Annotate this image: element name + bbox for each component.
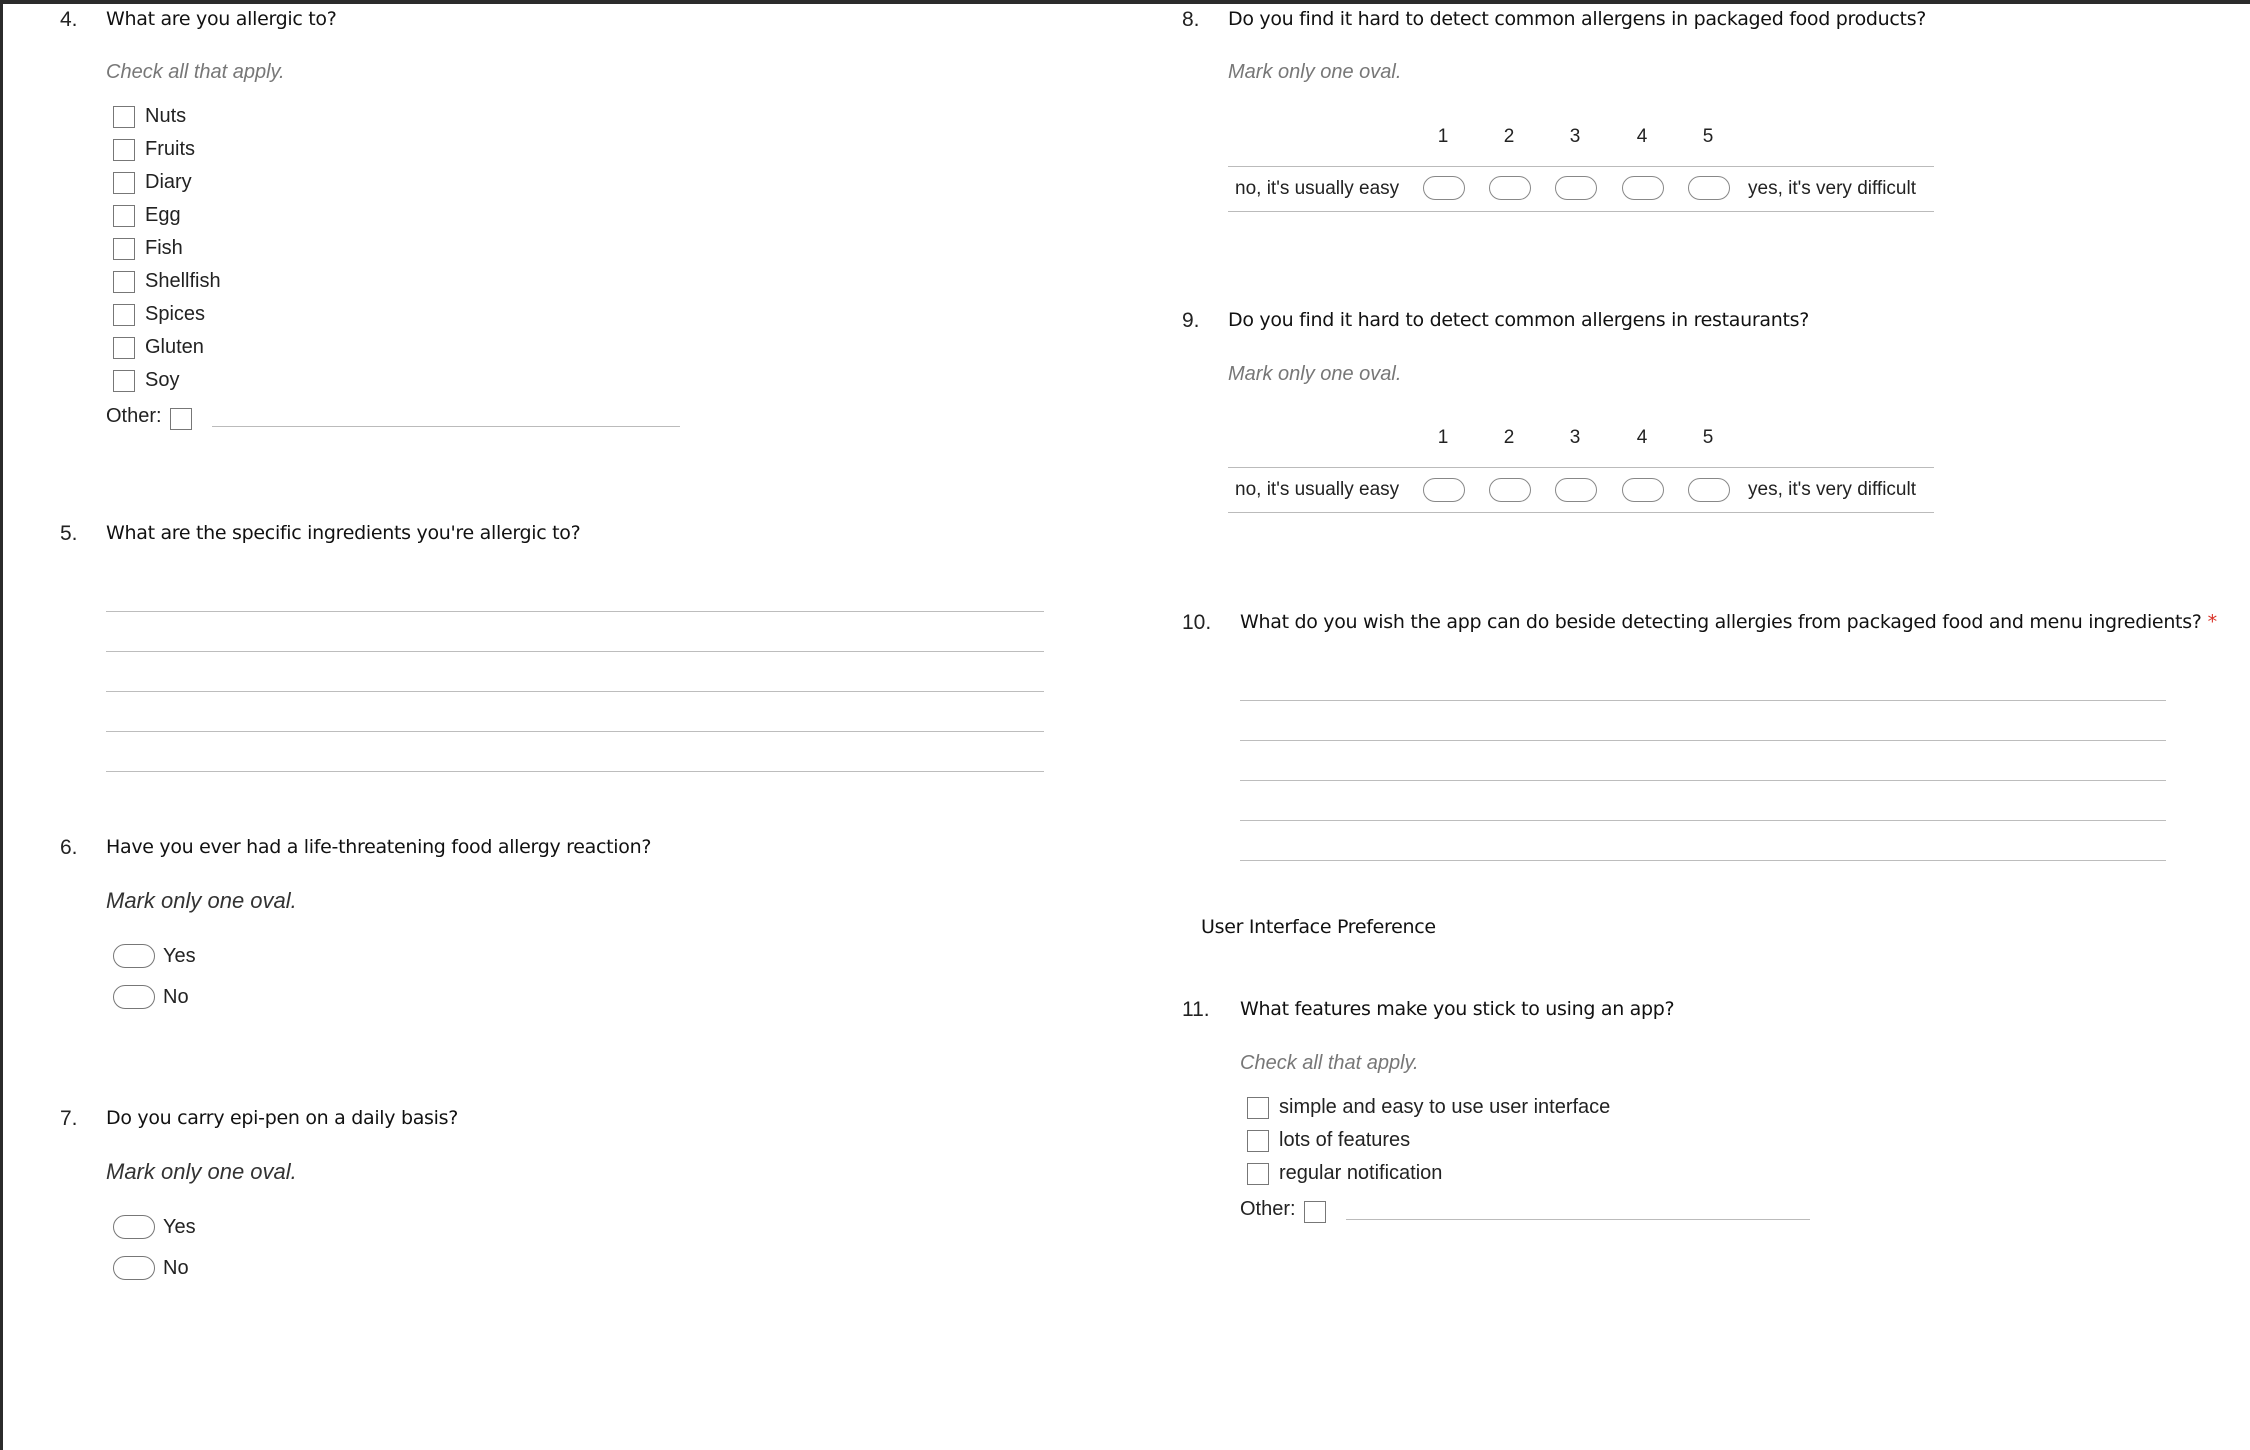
other-label: Other: — [106, 404, 162, 427]
checkbox-option-nuts[interactable] — [113, 105, 186, 128]
scale-oval-2[interactable] — [1489, 478, 1531, 502]
scale-oval-3[interactable] — [1555, 176, 1597, 200]
scale-high-label: yes, it's very difficult — [1748, 479, 1916, 500]
radio-oval[interactable] — [113, 985, 155, 1009]
other-text-field[interactable] — [212, 426, 680, 427]
question-hint: Mark only one oval. — [1228, 363, 1402, 385]
radio-oval[interactable] — [113, 1215, 155, 1239]
checkbox-option-shellfish[interactable] — [113, 270, 221, 293]
question-hint: Mark only one oval. — [106, 888, 297, 913]
checkbox-option-simple-ui[interactable] — [1247, 1096, 1610, 1119]
scale-oval-5[interactable] — [1688, 478, 1730, 502]
question-text: Do you find it hard to detect common allergens in restaurants? — [1228, 309, 1810, 331]
question-number: 6. — [60, 836, 78, 859]
option-label: Fish — [145, 237, 183, 259]
checkbox-option-other[interactable] — [106, 402, 192, 430]
scale-oval-4[interactable] — [1622, 478, 1664, 502]
question-number: 4. — [60, 8, 78, 31]
scale-high-label: yes, it's very difficult — [1748, 178, 1916, 199]
scale-oval-1[interactable] — [1423, 478, 1465, 502]
option-label: Yes — [163, 1215, 196, 1238]
section-title: User Interface Preference — [1201, 916, 1436, 938]
radio-oval[interactable] — [113, 944, 155, 968]
checkbox-option-diary[interactable] — [113, 171, 192, 194]
option-label: lots of features — [1279, 1129, 1411, 1151]
answer-line — [1240, 820, 2166, 821]
radio-option-no[interactable] — [113, 1256, 189, 1280]
answer-line — [106, 771, 1044, 772]
question-number: 8. — [1182, 8, 1200, 31]
required-asterisk: * — [2207, 611, 2217, 633]
other-label: Other: — [1240, 1197, 1296, 1220]
scale-number-4: 4 — [1636, 126, 1648, 147]
radio-oval[interactable] — [113, 1256, 155, 1280]
scale-oval-2[interactable] — [1489, 176, 1531, 200]
scale-number-4: 4 — [1636, 427, 1648, 448]
question-text: Do you find it hard to detect common allergens in packaged food products? — [1228, 8, 1927, 30]
scale-number-3: 3 — [1569, 126, 1581, 147]
option-label: No — [163, 1256, 189, 1279]
question-text: What are you allergic to? — [106, 8, 337, 30]
checkbox[interactable] — [113, 172, 135, 194]
question-hint: Mark only one oval. — [1228, 61, 1402, 83]
scale-number-5: 5 — [1702, 427, 1714, 448]
question-text: Have you ever had a life-threatening food allergy reaction? — [106, 836, 652, 858]
checkbox[interactable] — [1247, 1097, 1269, 1119]
question-hint: Check all that apply. — [106, 61, 285, 83]
checkbox[interactable] — [113, 271, 135, 293]
page-left-border — [0, 0, 3, 1450]
checkbox[interactable] — [113, 205, 135, 227]
option-label: No — [163, 985, 189, 1008]
question-hint: Check all that apply. — [1240, 1052, 1419, 1074]
option-label: Gluten — [145, 336, 204, 358]
option-label: Nuts — [145, 105, 187, 127]
checkbox[interactable] — [113, 106, 135, 128]
checkbox-option-fruits[interactable] — [113, 138, 195, 161]
scale-oval-3[interactable] — [1555, 478, 1597, 502]
checkbox-option-soy[interactable] — [113, 369, 179, 392]
checkbox[interactable] — [113, 370, 135, 392]
question-number: 11. — [1182, 998, 1210, 1021]
checkbox[interactable] — [1247, 1130, 1269, 1152]
option-label: Egg — [145, 204, 181, 226]
scale-low-label: no, it's usually easy — [1235, 479, 1400, 500]
option-label: Fruits — [145, 138, 195, 160]
checkbox-option-spices[interactable] — [113, 303, 205, 326]
answer-line — [1240, 780, 2166, 781]
checkbox[interactable] — [170, 408, 192, 430]
checkbox-option-regular-notification[interactable] — [1247, 1162, 1442, 1185]
scale-oval-4[interactable] — [1622, 176, 1664, 200]
answer-line — [106, 651, 1044, 652]
page-top-border — [0, 0, 2250, 4]
scale-oval-1[interactable] — [1423, 176, 1465, 200]
question-text: Do you carry epi-pen on a daily basis? — [106, 1107, 459, 1129]
answer-line — [1240, 860, 2166, 861]
checkbox[interactable] — [1247, 1163, 1269, 1185]
question-number: 5. — [60, 522, 78, 545]
radio-option-yes[interactable] — [113, 1215, 196, 1239]
scale-number-1: 1 — [1437, 126, 1449, 147]
checkbox[interactable] — [113, 337, 135, 359]
question-text: What features make you stick to using an app? — [1240, 998, 1675, 1020]
checkbox-option-other[interactable] — [1240, 1195, 1326, 1223]
radio-option-yes[interactable] — [113, 944, 196, 968]
checkbox-option-egg[interactable] — [113, 204, 181, 227]
answer-line — [1240, 700, 2166, 701]
question-text-content: What do you wish the app can do beside detecting allergies from packaged food and menu ingredients? — [1240, 611, 2202, 633]
question-number: 9. — [1182, 309, 1200, 332]
other-text-field[interactable] — [1346, 1219, 1810, 1220]
scale-number-2: 2 — [1503, 126, 1515, 147]
scale-number-5: 5 — [1702, 126, 1714, 147]
answer-line — [106, 731, 1044, 732]
question-number: 7. — [60, 1107, 78, 1130]
checkbox[interactable] — [1304, 1201, 1326, 1223]
answer-line — [106, 611, 1044, 612]
option-label: Diary — [145, 171, 192, 193]
answer-line — [106, 691, 1044, 692]
answer-line — [1240, 740, 2166, 741]
question-hint: Mark only one oval. — [106, 1159, 297, 1184]
scale-oval-5[interactable] — [1688, 176, 1730, 200]
option-label: Yes — [163, 944, 196, 967]
option-label: Shellfish — [145, 270, 221, 292]
checkbox[interactable] — [113, 304, 135, 326]
checkbox-option-gluten[interactable] — [113, 336, 204, 359]
question-text: What are the specific ingredients you're allergic to? — [106, 522, 581, 544]
scale-number-1: 1 — [1437, 427, 1449, 448]
scale-number-3: 3 — [1569, 427, 1581, 448]
question-text — [1240, 611, 2217, 633]
checkbox-option-fish[interactable] — [113, 237, 183, 260]
checkbox[interactable] — [113, 238, 135, 260]
scale-low-label: no, it's usually easy — [1235, 178, 1400, 199]
question-number: 10. — [1182, 611, 1212, 634]
checkbox[interactable] — [113, 139, 135, 161]
checkbox-option-lots-of-features[interactable] — [1247, 1129, 1410, 1152]
radio-option-no[interactable] — [113, 985, 189, 1009]
option-label: Soy — [145, 369, 180, 391]
option-label: simple and easy to use user interface — [1279, 1096, 1611, 1118]
option-label: Spices — [145, 303, 206, 325]
scale-number-2: 2 — [1503, 427, 1515, 448]
option-label: regular notification — [1279, 1162, 1443, 1184]
